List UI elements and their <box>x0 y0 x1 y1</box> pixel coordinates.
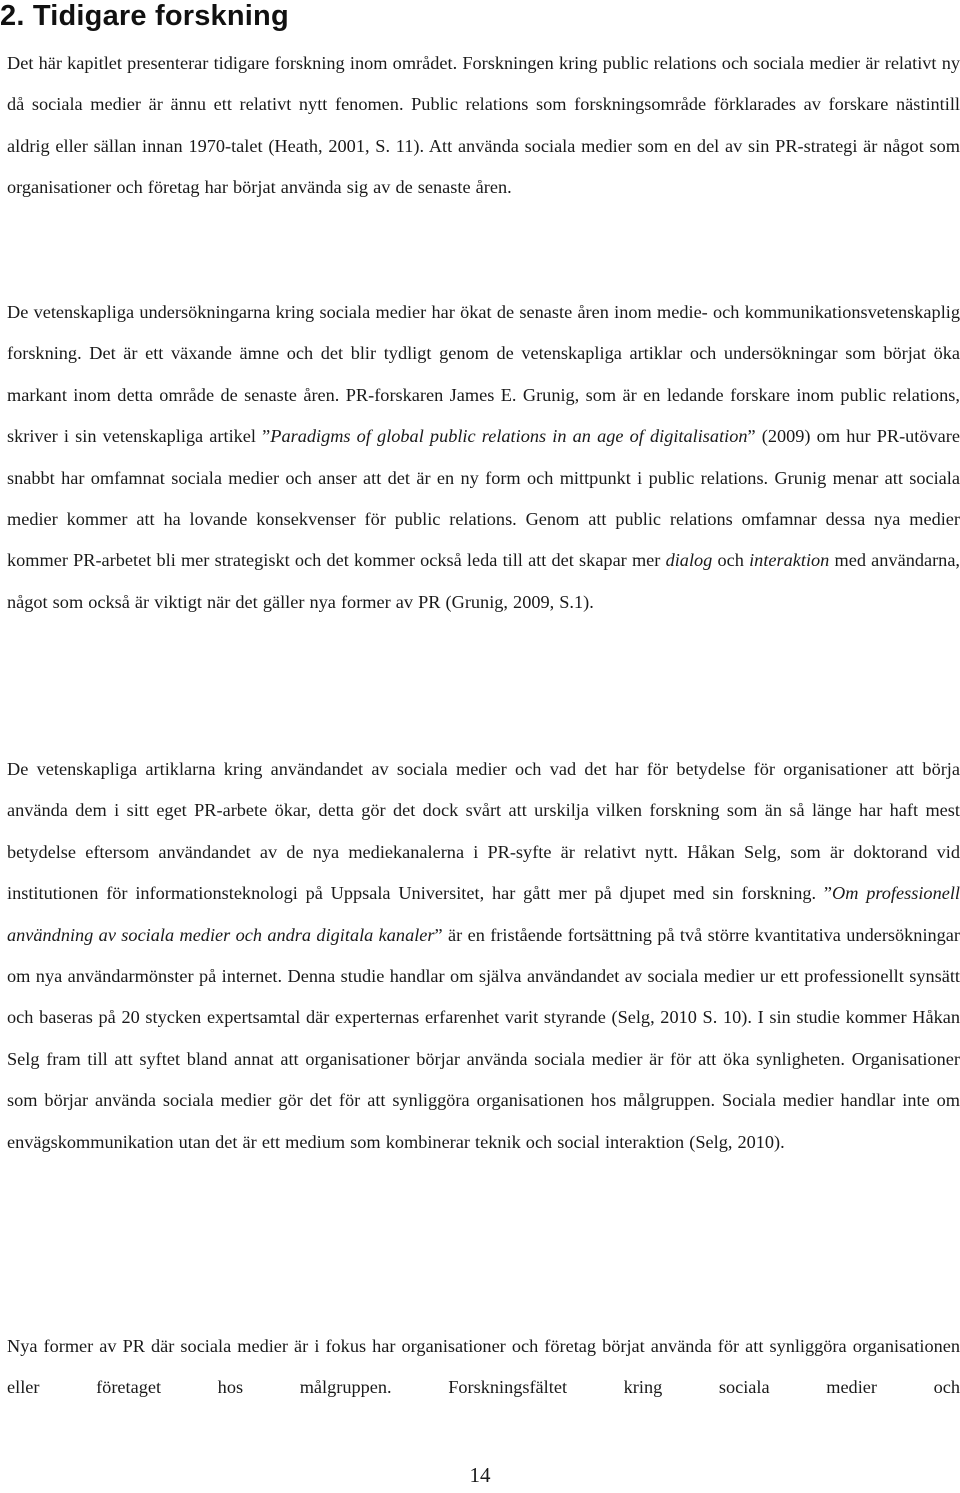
body-text: De vetenskapliga artiklarna kring användandet av sociala medier och vad det har för betydelse för organisationer att börja använda dem i sitt eget PR-arbete ökar, detta gör det dock svårt att urskilja vilken forskning som än så länge har haft mest betydelse eftersom användandet av de nya mediekanalerna i PR-syfte är relativt nytt. Håkan Selg, som är doktorand vid institutionen för informationsteknologi på Uppsala Universitet, har gått mer på djupet med sin forskning. ” <box>7 759 960 904</box>
page-number: 14 <box>469 1463 491 1487</box>
body-text: De vetenskapliga undersökningarna kring sociala medier har ökat de senaste åren inom medie- och kommunikationsvetenskaplig forskning. Det är ett växande ämne och det blir tydligt genom de vetenskapliga artiklar och undersökningar som börjat öka markant inom detta område de senaste åren. PR-forskaren James E. Grunig, som är en ledande forskare inom public relations, skriver i sin vetenskapliga artikel ” <box>7 302 960 447</box>
body-text: ” är en fristående fortsättning på två större kvantitativa undersökningar om nya användarmönster på internet. Denna studie handlar om själva användandet av sociala medier ur ett professionellt synsätt och baseras på 20 stycken expertsamtal där experternas erfarenhet varit styrande (Selg, 2010 S. 10). I sin studie kommer Håkan Selg fram till att syftet bland annat att organisationer börjar använda sociala medier är för att öka synligheten. Organisationer som börjar använda sociala medier gör det för att synliggöra organisationen hos målgruppen. Sociala medier handlar inte om envägskommunikation utan det är ett medium som kombinerar teknik och social interaktion (Selg, 2010). <box>7 924 960 1152</box>
paragraph-4 <box>7 1326 960 1409</box>
italic-title-text: dialog <box>665 550 713 571</box>
body-text: med användarna, något som också är viktigt när det gäller nya former av PR (Grunig, 2009, S.1). <box>7 550 960 612</box>
italic-title-text: interaktion <box>749 550 830 571</box>
body-text: ” (2009) om hur PR-utövare snabbt har omfamnat sociala medier och anser att det är en ny form och mittpunkt i public relations. Grunig menar att sociala medier kommer att ha lovande konsekvenser för public relations. Genom att public relations omfamnar dessa nya medier kommer PR-arbetet bli mer strategiskt och det kommer också leda till att det skapar mer <box>7 426 960 571</box>
body-text: Nya former av PR där sociala medier är i fokus har organisationer och företag börjat använda för att synliggöra organisationen eller företaget hos målgruppen. Forskningsfältet kring sociala medier och <box>7 1336 960 1398</box>
italic-title-text: Om professionell användning av sociala medier och andra digitala kanaler <box>7 883 960 945</box>
italic-title-text: Paradigms of global public relations in an age of digitalisation <box>270 426 748 447</box>
body-text: och <box>712 550 750 571</box>
paragraph-2 <box>7 292 960 623</box>
body-text: Det här kapitlet presenterar tidigare forskning inom området. Forskningen kring public relations och sociala medier är relativt ny då sociala medier är ännu ett relativt nytt fenomen. Public relations som forskningsområde förklarades av forskare nästintill aldrig eller sällan innan 1970-talet (Heath, 2001, S. 11). Att använda sociala medier som en del av sin PR-strategi är något som organisationer och företag har börjat använda sig av de senaste åren. <box>7 53 960 198</box>
section-heading: 2. Tidigare forskning <box>0 0 289 32</box>
paragraph-3 <box>7 749 960 1163</box>
paragraph-1 <box>7 43 960 209</box>
